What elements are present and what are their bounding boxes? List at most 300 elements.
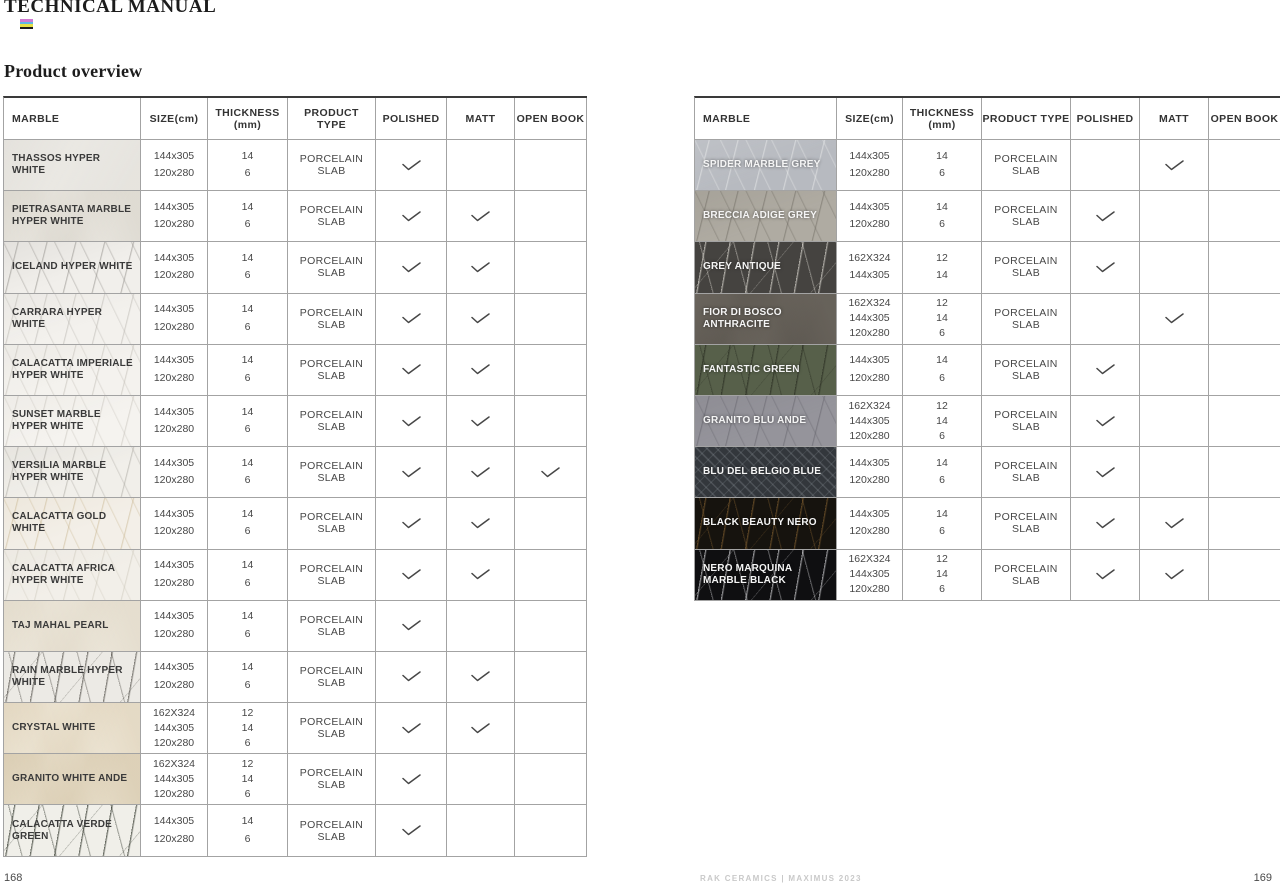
marble-thumbnail xyxy=(4,191,141,242)
product-type-value: PORCELAIN SLAB xyxy=(994,460,1058,485)
marble-name: ICELAND HYPER WHITE xyxy=(12,261,133,273)
thickness-cell xyxy=(208,345,288,396)
product-type-value: PORCELAIN SLAB xyxy=(299,818,364,843)
product-type-value: PORCELAIN SLAB xyxy=(299,153,364,178)
column-header-product-type xyxy=(982,98,1071,140)
polished-cell xyxy=(1071,550,1140,601)
product-type-value: PORCELAIN SLAB xyxy=(299,767,364,792)
product-type-value: PORCELAIN SLAB xyxy=(299,460,364,485)
thickness-value: 6 xyxy=(244,832,251,845)
size-value: 144x305 xyxy=(849,149,890,162)
check-icon xyxy=(471,416,490,427)
size-value: 162X324 xyxy=(152,706,196,719)
size-cell xyxy=(837,294,903,345)
matt-cell xyxy=(447,345,515,396)
size-cell xyxy=(141,754,208,805)
thickness-cell xyxy=(208,242,288,293)
marble-name: CARRARA HYPER WHITE xyxy=(12,306,103,330)
size-value: 120x280 xyxy=(153,218,195,231)
matt-cell xyxy=(1140,447,1209,498)
product-type-value: PORCELAIN SLAB xyxy=(994,562,1058,587)
size-cell xyxy=(141,140,208,191)
column-header-label: SIZE(cm) xyxy=(149,112,199,125)
product-type-cell xyxy=(982,140,1071,191)
size-value: 144x305 xyxy=(153,251,195,264)
footer-publication-label: RAK CERAMICS | MAXIMUS 2023 xyxy=(700,874,862,883)
column-header-label: MARBLE xyxy=(703,112,751,125)
marble-thumbnail xyxy=(695,140,837,191)
thickness-cell xyxy=(903,447,982,498)
marble-thumbnail xyxy=(4,242,141,293)
product-type-value: PORCELAIN SLAB xyxy=(299,204,364,229)
check-icon xyxy=(402,364,421,375)
size-value: 120x280 xyxy=(849,327,890,340)
size-value: 120x280 xyxy=(153,474,195,487)
column-header-label: PRODUCT TYPE xyxy=(304,106,359,131)
matt-cell xyxy=(447,242,515,293)
marble-thumbnail xyxy=(695,294,837,345)
matt-cell xyxy=(1140,345,1209,396)
product-type-cell xyxy=(288,345,376,396)
column-header-label: OPEN BOOK xyxy=(516,112,585,125)
marble-thumbnail xyxy=(4,652,141,703)
open-book-cell xyxy=(515,396,587,447)
marble-name: GRANITO BLU ANDE xyxy=(703,415,807,427)
matt-cell xyxy=(1140,191,1209,242)
product-type-cell xyxy=(982,294,1071,345)
column-header-size-cm- xyxy=(837,98,903,140)
column-header-matt xyxy=(1140,98,1209,140)
thickness-value: 14 xyxy=(936,312,948,325)
matt-cell xyxy=(1140,294,1209,345)
size-cell xyxy=(141,498,208,549)
product-type-value: PORCELAIN SLAB xyxy=(994,153,1058,178)
polished-cell xyxy=(376,396,447,447)
marble-thumbnail xyxy=(4,294,141,345)
marble-name: CRYSTAL WHITE xyxy=(12,722,96,734)
size-value: 162X324 xyxy=(152,757,196,770)
product-type-value: PORCELAIN SLAB xyxy=(994,409,1058,434)
thickness-value: 14 xyxy=(241,149,254,162)
polished-cell xyxy=(376,242,447,293)
column-header-label: POLISHED xyxy=(382,112,440,125)
marble-name: PIETRASANTA MARBLE HYPER WHITE xyxy=(12,204,132,228)
marble-thumbnail xyxy=(4,703,141,754)
thickness-cell xyxy=(903,550,982,601)
size-value: 120x280 xyxy=(153,320,195,333)
product-type-cell xyxy=(982,447,1071,498)
column-header-label: MATT xyxy=(1159,112,1189,125)
product-type-cell xyxy=(288,140,376,191)
marble-name: CALACATTA VERDE GREEN xyxy=(12,818,113,842)
marble-thumbnail xyxy=(695,396,837,447)
polished-cell xyxy=(376,601,447,652)
column-header-label: THICKNESS xyxy=(215,106,280,119)
product-type-cell xyxy=(288,191,376,242)
thickness-cell xyxy=(903,294,982,345)
check-icon xyxy=(1096,416,1115,427)
size-value: 120x280 xyxy=(153,678,195,691)
marble-name: TAJ MAHAL PEARL xyxy=(12,619,109,631)
product-type-value: PORCELAIN SLAB xyxy=(994,357,1058,382)
size-cell xyxy=(837,242,903,293)
marble-name: GREY ANTIQUE xyxy=(703,261,781,273)
marble-thumbnail xyxy=(695,345,837,396)
marble-thumbnail xyxy=(4,601,141,652)
size-cell xyxy=(141,345,208,396)
thickness-value: 14 xyxy=(241,507,254,520)
product-type-cell xyxy=(288,601,376,652)
size-value: 120x280 xyxy=(153,371,195,384)
size-cell xyxy=(837,498,903,549)
open-book-cell xyxy=(515,242,587,293)
matt-cell xyxy=(447,191,515,242)
marble-name: THASSOS HYPER WHITE xyxy=(12,153,101,177)
matt-cell xyxy=(447,498,515,549)
thickness-value: 6 xyxy=(939,327,945,340)
marble-name: FIOR DI BOSCO ANTHRACITE xyxy=(703,306,782,330)
polished-cell xyxy=(1071,242,1140,293)
marble-thumbnail xyxy=(4,447,141,498)
thickness-value: 14 xyxy=(241,772,254,785)
size-value: 120x280 xyxy=(849,583,890,596)
thickness-cell xyxy=(208,498,288,549)
size-cell xyxy=(837,396,903,447)
check-icon xyxy=(471,723,490,734)
thickness-value: 14 xyxy=(241,815,254,828)
page-number-right: 169 xyxy=(1253,872,1272,884)
size-value: 144x305 xyxy=(153,303,195,316)
product-type-value: PORCELAIN SLAB xyxy=(299,306,364,331)
thickness-value: 6 xyxy=(244,736,251,749)
check-icon xyxy=(541,467,560,478)
check-icon xyxy=(471,211,490,222)
check-icon xyxy=(1165,569,1184,580)
marble-thumbnail xyxy=(695,191,837,242)
thickness-value: 6 xyxy=(244,474,251,487)
check-icon xyxy=(402,774,421,785)
check-icon xyxy=(1096,262,1115,273)
check-icon xyxy=(402,211,421,222)
column-header-product-type xyxy=(288,98,376,140)
size-value: 144x305 xyxy=(153,405,195,418)
size-cell xyxy=(141,652,208,703)
polished-cell xyxy=(1071,345,1140,396)
size-value: 120x280 xyxy=(153,832,195,845)
product-type-cell xyxy=(288,550,376,601)
column-header-thickness xyxy=(208,98,288,140)
size-value: 120x280 xyxy=(153,787,195,800)
page-number-left: 168 xyxy=(4,872,23,884)
thickness-value: 6 xyxy=(244,167,251,180)
matt-cell xyxy=(447,447,515,498)
thickness-value: 12 xyxy=(936,399,948,412)
product-type-cell xyxy=(288,703,376,754)
product-type-value: PORCELAIN SLAB xyxy=(299,357,364,382)
marble-thumbnail xyxy=(4,550,141,601)
open-book-cell xyxy=(1209,396,1280,447)
size-value: 144x305 xyxy=(153,354,195,367)
open-book-cell xyxy=(1209,550,1280,601)
polished-cell xyxy=(1071,396,1140,447)
thickness-value: 6 xyxy=(244,787,251,800)
open-book-cell xyxy=(515,140,587,191)
check-icon xyxy=(402,569,421,580)
open-book-cell xyxy=(515,805,587,856)
color-bar-stripe xyxy=(20,27,33,30)
size-value: 144x305 xyxy=(849,269,890,282)
marble-thumbnail xyxy=(695,447,837,498)
column-header-thickness xyxy=(903,98,982,140)
thickness-cell xyxy=(208,550,288,601)
product-type-cell xyxy=(288,652,376,703)
polished-cell xyxy=(1071,191,1140,242)
product-type-cell xyxy=(288,396,376,447)
size-value: 144x305 xyxy=(849,414,890,427)
marble-thumbnail xyxy=(4,396,141,447)
product-type-value: PORCELAIN SLAB xyxy=(994,204,1058,229)
thickness-cell xyxy=(903,242,982,293)
size-value: 120x280 xyxy=(849,525,890,538)
thickness-value: 6 xyxy=(939,167,945,180)
check-icon xyxy=(402,518,421,529)
marble-thumbnail xyxy=(4,805,141,856)
thickness-value: 14 xyxy=(241,661,254,674)
size-cell xyxy=(837,140,903,191)
marble-name: FANTASTIC GREEN xyxy=(703,363,800,375)
marble-name: VERSILIA MARBLE HYPER WHITE xyxy=(12,460,107,484)
thickness-value: 6 xyxy=(244,269,251,282)
marble-name: SUNSET MARBLE HYPER WHITE xyxy=(12,409,101,433)
thickness-cell xyxy=(903,140,982,191)
thickness-cell xyxy=(208,652,288,703)
thickness-value: 14 xyxy=(241,721,254,734)
size-value: 120x280 xyxy=(153,423,195,436)
size-cell xyxy=(141,550,208,601)
thickness-value: 6 xyxy=(939,218,945,231)
marble-name: NERO MARQUINA MARBLE BLACK xyxy=(703,562,792,586)
matt-cell xyxy=(1140,498,1209,549)
thickness-cell xyxy=(903,498,982,549)
thickness-value: 14 xyxy=(241,610,254,623)
polished-cell xyxy=(376,345,447,396)
column-header-label: MATT xyxy=(465,112,496,125)
marble-thumbnail xyxy=(695,550,837,601)
product-type-cell xyxy=(288,242,376,293)
thickness-value: 14 xyxy=(241,405,254,418)
matt-cell xyxy=(1140,242,1209,293)
product-type-value: PORCELAIN SLAB xyxy=(299,511,364,536)
open-book-cell xyxy=(515,345,587,396)
thickness-value: 12 xyxy=(936,297,948,310)
thickness-cell xyxy=(208,754,288,805)
check-icon xyxy=(471,313,490,324)
column-header-polished xyxy=(1071,98,1140,140)
size-value: 144x305 xyxy=(153,721,195,734)
check-icon xyxy=(1096,211,1115,222)
product-type-value: PORCELAIN SLAB xyxy=(994,511,1058,536)
product-type-cell xyxy=(982,191,1071,242)
check-icon xyxy=(402,262,421,273)
check-icon xyxy=(402,723,421,734)
thickness-value: 14 xyxy=(241,456,254,469)
matt-cell xyxy=(447,652,515,703)
check-icon xyxy=(1096,518,1115,529)
polished-cell xyxy=(376,294,447,345)
marble-thumbnail xyxy=(4,345,141,396)
thickness-value: 6 xyxy=(244,525,251,538)
size-value: 120x280 xyxy=(153,627,195,640)
thickness-value: 6 xyxy=(244,423,251,436)
thickness-value: 14 xyxy=(241,251,254,264)
size-cell xyxy=(837,447,903,498)
check-icon xyxy=(471,569,490,580)
thickness-value: 14 xyxy=(936,269,948,282)
size-value: 120x280 xyxy=(849,167,890,180)
product-type-cell xyxy=(982,498,1071,549)
polished-cell xyxy=(376,703,447,754)
product-type-cell xyxy=(982,242,1071,293)
matt-cell xyxy=(1140,396,1209,447)
thickness-value: 14 xyxy=(241,303,254,316)
column-header-open-book xyxy=(515,98,587,140)
thickness-cell xyxy=(208,140,288,191)
marble-thumbnail xyxy=(4,498,141,549)
open-book-cell xyxy=(1209,242,1280,293)
product-type-value: PORCELAIN SLAB xyxy=(299,409,364,434)
check-icon xyxy=(1165,313,1184,324)
thickness-cell xyxy=(208,601,288,652)
size-value: 144x305 xyxy=(849,312,890,325)
thickness-value: 6 xyxy=(244,627,251,640)
thickness-value: 6 xyxy=(244,320,251,333)
check-icon xyxy=(471,671,490,682)
product-type-value: PORCELAIN SLAB xyxy=(299,562,364,587)
open-book-cell xyxy=(515,191,587,242)
size-value: 144x305 xyxy=(849,200,890,213)
column-header-marble xyxy=(695,98,837,140)
product-type-value: PORCELAIN SLAB xyxy=(994,255,1058,280)
size-cell xyxy=(141,601,208,652)
thickness-value: 12 xyxy=(936,553,948,566)
matt-cell xyxy=(447,754,515,805)
thickness-value: 6 xyxy=(939,371,945,384)
marble-name: BLU DEL BELGIO BLUE xyxy=(703,466,822,478)
open-book-cell xyxy=(515,550,587,601)
size-cell xyxy=(141,703,208,754)
size-value: 120x280 xyxy=(849,429,890,442)
open-book-cell xyxy=(1209,447,1280,498)
column-header-size-cm- xyxy=(141,98,208,140)
size-value: 144x305 xyxy=(849,354,890,367)
polished-cell xyxy=(376,447,447,498)
check-icon xyxy=(402,620,421,631)
polished-cell xyxy=(376,805,447,856)
column-header-sublabel: (mm) xyxy=(233,118,262,131)
size-value: 144x305 xyxy=(153,610,195,623)
page-title: TECHNICAL MANUAL xyxy=(4,0,217,17)
thickness-value: 14 xyxy=(936,149,948,162)
polished-cell xyxy=(376,498,447,549)
product-type-value: PORCELAIN SLAB xyxy=(299,613,364,638)
size-value: 144x305 xyxy=(153,507,195,520)
open-book-cell xyxy=(515,498,587,549)
thickness-value: 6 xyxy=(244,218,251,231)
thickness-value: 12 xyxy=(241,706,254,719)
thickness-cell xyxy=(903,191,982,242)
size-value: 120x280 xyxy=(849,474,890,487)
column-header-label: THICKNESS xyxy=(909,106,975,119)
size-value: 162X324 xyxy=(848,251,891,264)
marble-name: CALACATTA IMPERIALE HYPER WHITE xyxy=(12,357,133,381)
size-value: 144x305 xyxy=(153,456,195,469)
color-bar-icon xyxy=(20,19,33,29)
check-icon xyxy=(402,160,421,171)
thickness-cell xyxy=(903,396,982,447)
thickness-value: 6 xyxy=(244,678,251,691)
column-header-sublabel: (mm) xyxy=(928,118,956,131)
column-header-polished xyxy=(376,98,447,140)
size-value: 144x305 xyxy=(153,149,195,162)
thickness-value: 14 xyxy=(936,354,948,367)
thickness-cell xyxy=(208,447,288,498)
thickness-value: 6 xyxy=(939,474,945,487)
thickness-cell xyxy=(208,191,288,242)
check-icon xyxy=(1096,364,1115,375)
column-header-label: PRODUCT TYPE xyxy=(982,112,1070,125)
polished-cell xyxy=(376,550,447,601)
matt-cell xyxy=(1140,550,1209,601)
check-icon xyxy=(402,313,421,324)
size-cell xyxy=(141,396,208,447)
size-value: 144x305 xyxy=(153,815,195,828)
column-header-matt xyxy=(447,98,515,140)
product-table-right xyxy=(694,96,1280,601)
thickness-value: 14 xyxy=(241,354,254,367)
thickness-value: 6 xyxy=(939,525,945,538)
thickness-value: 14 xyxy=(241,559,254,572)
polished-cell xyxy=(376,140,447,191)
marble-thumbnail xyxy=(695,498,837,549)
thickness-cell xyxy=(208,703,288,754)
product-type-value: PORCELAIN SLAB xyxy=(299,664,364,689)
matt-cell xyxy=(447,396,515,447)
thickness-value: 14 xyxy=(936,568,948,581)
size-cell xyxy=(837,345,903,396)
size-cell xyxy=(837,191,903,242)
product-type-value: PORCELAIN SLAB xyxy=(299,255,364,280)
thickness-value: 14 xyxy=(936,414,948,427)
check-icon xyxy=(1096,467,1115,478)
marble-name: SPIDER MARBLE GREY xyxy=(703,159,821,171)
product-type-cell xyxy=(982,550,1071,601)
open-book-cell xyxy=(515,703,587,754)
thickness-value: 14 xyxy=(936,507,948,520)
check-icon xyxy=(471,262,490,273)
size-cell xyxy=(141,242,208,293)
product-type-cell xyxy=(288,754,376,805)
size-value: 120x280 xyxy=(153,269,195,282)
matt-cell xyxy=(447,294,515,345)
matt-cell xyxy=(447,703,515,754)
thickness-value: 6 xyxy=(939,583,945,596)
size-value: 162X324 xyxy=(848,553,891,566)
open-book-cell xyxy=(515,601,587,652)
check-icon xyxy=(471,467,490,478)
polished-cell xyxy=(1071,140,1140,191)
thickness-value: 14 xyxy=(936,456,948,469)
thickness-value: 6 xyxy=(939,429,945,442)
